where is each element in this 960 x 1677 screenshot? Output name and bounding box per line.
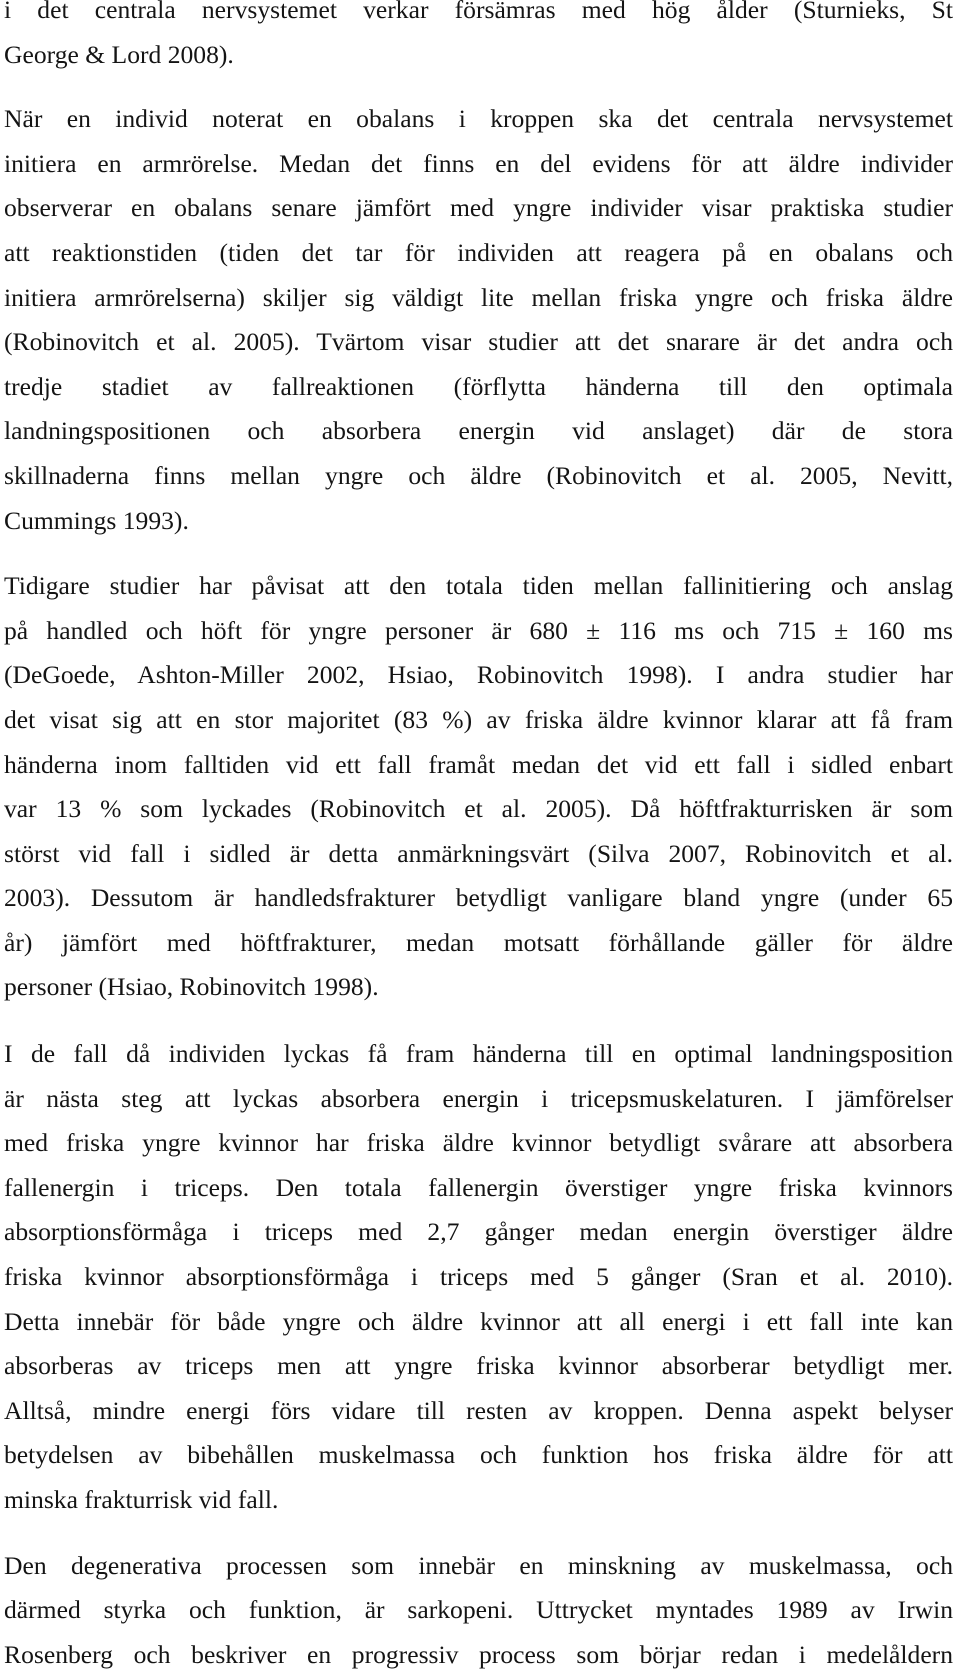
paragraph-2 — [4, 97, 953, 543]
paragraph-1 — [4, 0, 953, 77]
text-line: 2003). Dessutom är handledsfrakturer betydligt vanligare bland yngre (under 65 — [4, 883, 953, 913]
paragraph-3 — [4, 564, 953, 1010]
text-line: på handled och höft för yngre personer är 680 ± 116 ms och 715 ± 160 ms — [4, 615, 953, 645]
text-line: personer (Hsiao, Robinovitch 1998). — [4, 972, 379, 1002]
text-line: friska kvinnor absorptionsförmåga i triceps med 5 gånger (Sran et al. 2010). — [4, 1262, 953, 1292]
text-line: störst vid fall i sidled är detta anmärkningsvärt (Silva 2007, Robinovitch et al. — [4, 838, 953, 868]
paragraph-5 — [4, 1544, 953, 1677]
text-line: Alltså, mindre energi förs vidare till resten av kroppen. Denna aspekt belyser — [4, 1395, 953, 1425]
text-line: Rosenberg och beskriver en progressiv process som börjar redan i medelåldern — [4, 1639, 953, 1669]
text-line: initiera armrörelserna) skiljer sig väldigt lite mellan friska yngre och friska äldre — [4, 282, 953, 312]
text-line: (DeGoede, Ashton-Miller 2002, Hsiao, Robinovitch 1998). I andra studier har — [4, 660, 953, 690]
text-line: tredje stadiet av fallreaktionen (förflytta händerna till den optimala — [4, 371, 953, 401]
text-line: George & Lord 2008). — [4, 39, 234, 69]
text-line: med friska yngre kvinnor har friska äldre kvinnor betydligt svårare att absorbera — [4, 1128, 953, 1158]
text-line: absorberas av triceps men att yngre friska kvinnor absorberar betydligt mer. — [4, 1351, 953, 1381]
text-line: att reaktionstiden (tiden det tar för individen att reagera på en obalans och — [4, 237, 953, 267]
text-line: minska frakturrisk vid fall. — [4, 1485, 279, 1514]
text-line: det visat sig att en stor majoritet (83 %) av friska äldre kvinnor klarar att få fram — [4, 704, 953, 734]
text-line: betydelsen av bibehållen muskelmassa och funktion hos friska äldre för att — [4, 1440, 953, 1470]
text-line: därmed styrka och funktion, är sarkopeni. Uttrycket myntades 1989 av Irwin — [4, 1595, 953, 1625]
text-line: landningspositionen och absorbera energin vid anslaget) där de stora — [4, 416, 953, 446]
text-line: i det centrala nervsystemet verkar försämras med hög ålder (Sturnieks, St — [4, 0, 953, 24]
text-line: initiera en armrörelse. Medan det finns en del evidens för att äldre individer — [4, 148, 953, 178]
text-line: fallenergin i triceps. Den totala fallenergin överstiger yngre friska kvinnors — [4, 1172, 953, 1202]
text-line: observerar en obalans senare jämfört med yngre individer visar praktiska studier — [4, 193, 953, 223]
text-line: Den degenerativa processen som innebär en minskning av muskelmassa, och — [4, 1550, 953, 1580]
text-line: händerna inom falltiden vid ett fall framåt medan det vid ett fall i sidled enbart — [4, 749, 953, 779]
text-line: Cummings 1993). — [4, 505, 189, 535]
text-line: När en individ noterat en obalans i kroppen ska det centrala nervsystemet — [4, 104, 953, 134]
text-line: var 13 % som lyckades (Robinovitch et al. 2005). Då höftfrakturrisken är som — [4, 794, 953, 824]
text-line: skillnaderna finns mellan yngre och äldre (Robinovitch et al. 2005, Nevitt, — [4, 460, 953, 490]
text-line: Detta innebär för både yngre och äldre kvinnor att all energi i ett fall inte kan — [4, 1306, 953, 1336]
text-line: I de fall då individen lyckas få fram händerna till en optimal landningsposition — [4, 1039, 953, 1069]
paragraph-4 — [4, 1032, 953, 1523]
text-line: Tidigare studier har påvisat att den totala tiden mellan fallinitiering och anslag — [4, 571, 953, 601]
text-line: är nästa steg att lyckas absorbera energin i tricepsmuskelaturen. I jämförelser — [4, 1083, 953, 1113]
text-line: år) jämfört med höftfrakturer, medan motsatt förhållande gäller för äldre — [4, 927, 953, 957]
text-line: absorptionsförmåga i triceps med 2,7 gånger medan energin överstiger äldre — [4, 1217, 953, 1247]
text-line: (Robinovitch et al. 2005). Tvärtom visar studier att det snarare är det andra och — [4, 327, 953, 357]
